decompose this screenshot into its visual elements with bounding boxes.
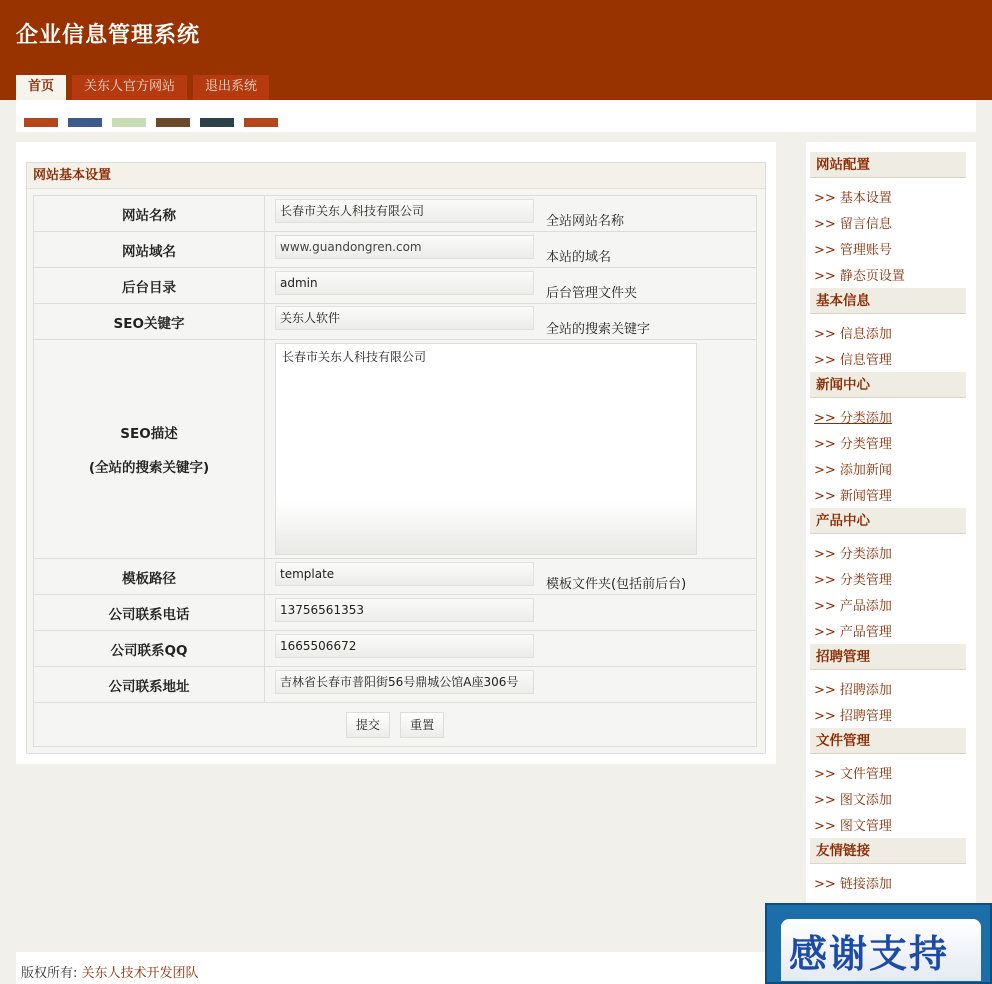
sidebar-item-recruit-manage[interactable]: >> 招聘管理: [814, 709, 892, 724]
field-label: [34, 340, 265, 559]
sidebar-item-gallery-manage[interactable]: >> 图文管理: [814, 819, 892, 834]
footer-team-link[interactable]: 关东人技术开发团队: [81, 966, 199, 981]
thanks-badge-text: 感谢支持: [789, 931, 950, 976]
domain-input[interactable]: www.guandongren.com: [275, 235, 534, 259]
sidebar: [806, 142, 976, 942]
seo-description-textarea[interactable]: 长春市关东人科技有限公司: [275, 343, 697, 555]
settings-form: [33, 195, 757, 747]
field-label: 公司联系电话: [34, 595, 265, 631]
form-row-qq: [34, 631, 757, 667]
seo-keywords-input[interactable]: 关东人软件: [275, 306, 534, 330]
sidebar-item-news-add[interactable]: >> 添加新闻: [814, 463, 892, 478]
field-hint: 全站网站名称: [546, 214, 625, 229]
template-path-input[interactable]: template: [275, 562, 534, 586]
sidebar-section-basic-info: 基本信息: [810, 288, 966, 314]
sidebar-item-info-manage[interactable]: >> 信息管理: [814, 353, 892, 368]
sidebar-item-static-pages[interactable]: >> 静态页设置: [814, 269, 905, 284]
copyright: 版权所有: 关东人技术开发团队: [21, 966, 199, 981]
address-input[interactable]: 吉林省长春市普阳街56号鼎城公馆A座306号: [275, 670, 534, 694]
sidebar-section-site-config: 网站配置: [810, 152, 966, 178]
sidebar-item-file-manage[interactable]: >> 文件管理: [814, 767, 892, 782]
theme-swatch[interactable]: [156, 118, 190, 127]
form-row-admin-dir: [34, 268, 757, 304]
header: [0, 0, 992, 100]
top-nav: [16, 75, 275, 100]
site-name-input[interactable]: 长春市关东人科技有限公司: [275, 199, 534, 223]
panel-title: 网站基本设置: [27, 163, 765, 189]
sidebar-item-product-category-add[interactable]: >> 分类添加: [814, 547, 892, 562]
theme-swatch[interactable]: [24, 118, 58, 127]
field-label: 公司联系QQ: [34, 631, 265, 667]
field-hint: 后台管理文件夹: [546, 286, 638, 301]
form-row-address: [34, 667, 757, 703]
theme-swatch-bar: [16, 100, 976, 132]
sidebar-section-news: 新闻中心: [810, 372, 966, 398]
field-hint: 模板文件夹(包括前后台): [546, 577, 687, 592]
tab-home[interactable]: 首页: [16, 75, 66, 100]
theme-swatch[interactable]: [200, 118, 234, 127]
footer: [16, 952, 776, 984]
theme-swatch[interactable]: [68, 118, 102, 127]
thanks-badge: [765, 903, 992, 984]
form-row-site-name: [34, 196, 757, 232]
form-row-phone: [34, 595, 757, 631]
sidebar-item-product-add[interactable]: >> 产品添加: [814, 599, 892, 614]
sidebar-section-links: 友情链接: [810, 838, 966, 864]
submit-button[interactable]: 提交: [346, 712, 390, 738]
tab-logout[interactable]: 退出系统: [193, 75, 269, 100]
sidebar-section-products: 产品中心: [810, 508, 966, 534]
tab-official-site[interactable]: 关东人官方网站: [72, 75, 187, 100]
form-row-seo-keywords: [34, 304, 757, 340]
form-row-seo-description: [34, 340, 757, 559]
sidebar-item-basic-settings[interactable]: >> 基本设置: [814, 191, 892, 206]
sidebar-item-admin-accounts[interactable]: >> 管理账号: [814, 243, 892, 258]
sidebar-item-product-manage[interactable]: >> 产品管理: [814, 625, 892, 640]
sidebar-item-recruit-add[interactable]: >> 招聘添加: [814, 683, 892, 698]
form-actions-row: [34, 703, 757, 747]
field-label: 网站域名: [34, 232, 265, 268]
sidebar-item-messages[interactable]: >> 留言信息: [814, 217, 892, 232]
sidebar-item-info-add[interactable]: >> 信息添加: [814, 327, 892, 342]
site-title: 企业信息管理系统: [16, 22, 201, 48]
sidebar-section-recruit: 招聘管理: [810, 644, 966, 670]
form-row-domain: [34, 232, 757, 268]
field-hint: 全站的搜索关键字: [546, 322, 651, 337]
seo-desc-sublabel: (全站的搜索关键字): [88, 460, 210, 476]
qq-input[interactable]: 1665506672: [275, 634, 534, 658]
settings-panel: [26, 162, 766, 754]
seo-desc-label: SEO描述: [120, 426, 178, 442]
sidebar-item-news-category-add[interactable]: >> 分类添加: [814, 411, 892, 426]
main-content: [16, 142, 776, 764]
sidebar-section-files: 文件管理: [810, 728, 966, 754]
form-row-template: [34, 559, 757, 595]
sidebar-item-news-category-manage[interactable]: >> 分类管理: [814, 437, 892, 452]
theme-swatch[interactable]: [244, 118, 278, 127]
field-hint: 本站的域名: [546, 250, 612, 265]
reset-button[interactable]: 重置: [400, 712, 444, 738]
field-label: 公司联系地址: [34, 667, 265, 703]
sidebar-item-product-category-manage[interactable]: >> 分类管理: [814, 573, 892, 588]
theme-swatch[interactable]: [112, 118, 146, 127]
sidebar-item-link-add[interactable]: >> 链接添加: [814, 877, 892, 892]
field-label: 模板路径: [34, 559, 265, 595]
field-label: 后台目录: [34, 268, 265, 304]
admin-dir-input[interactable]: admin: [275, 271, 534, 295]
field-label: 网站名称: [34, 196, 265, 232]
sidebar-item-news-manage[interactable]: >> 新闻管理: [814, 489, 892, 504]
sidebar-item-gallery-add[interactable]: >> 图文添加: [814, 793, 892, 808]
field-label: SEO关键字: [34, 304, 265, 340]
phone-input[interactable]: 13756561353: [275, 598, 534, 622]
